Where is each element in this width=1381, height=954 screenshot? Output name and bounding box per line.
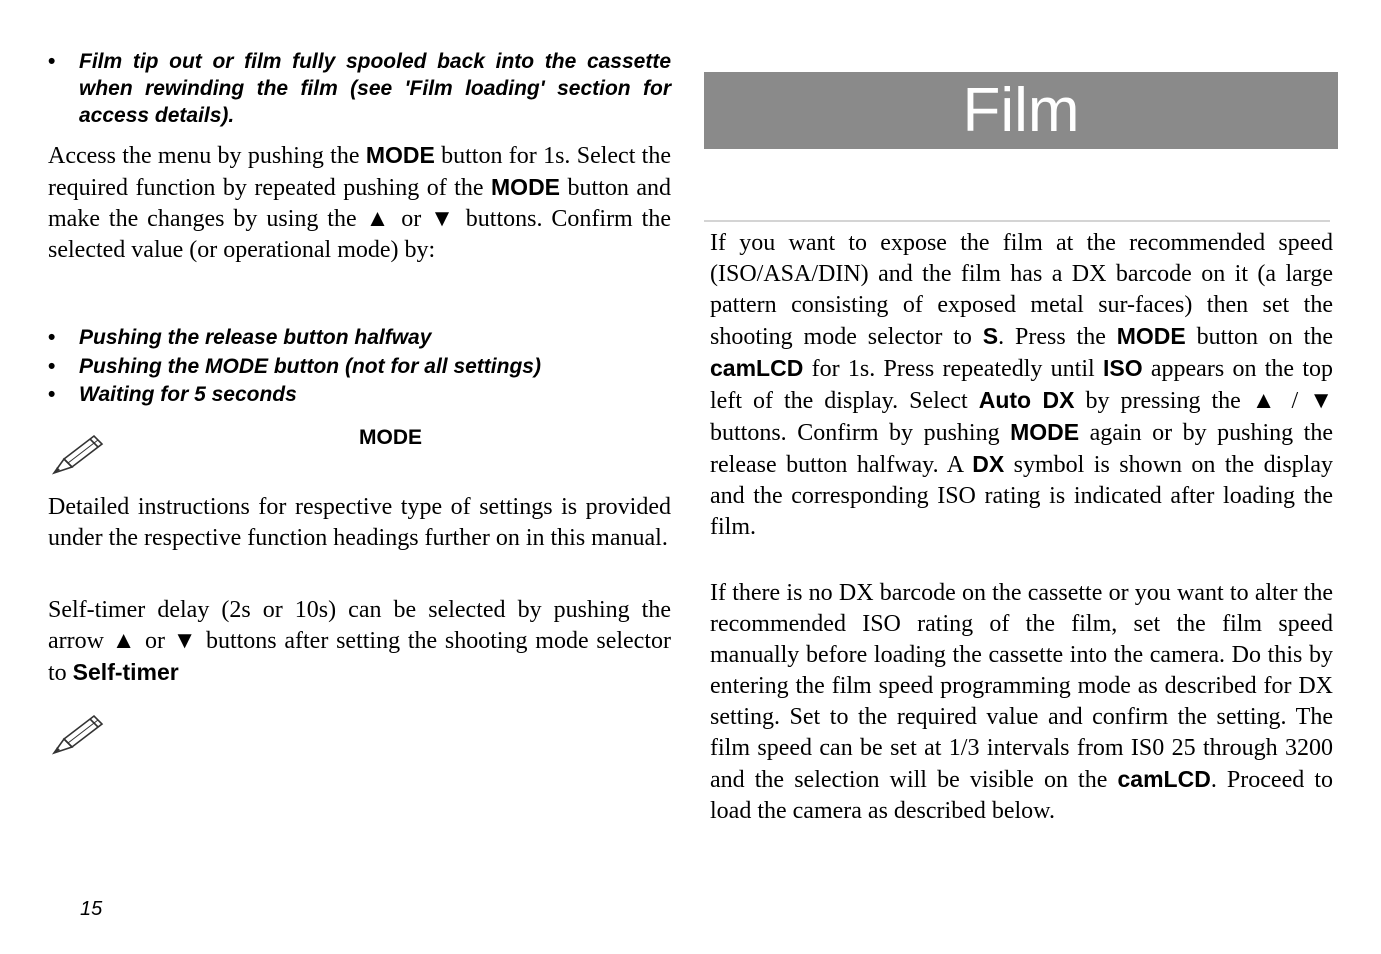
bullet-text: Waiting for 5 seconds [79, 383, 297, 406]
horizontal-divider [704, 220, 1330, 222]
mode-keyword: MODE [1010, 419, 1080, 445]
bullet-marker: • [48, 326, 56, 349]
mode-keyword: MODE [365, 142, 435, 168]
dx-setting-paragraph: If you want to expose the film at the recommended speed (ISO/ASA/DIN) and the film has a DX barcode on it (a large pattern consisting of exposed metal sur-faces) then set the shooting mode selector to S. Press the MODE button on the camLCD for 1s. Press repeatedly until ISO appears on the top left of the display. Select Auto DX by pressing the ▲ / ▼ buttons. Confirm by pushing MODE again or by pushing the release button halfway. A DX symbol is shown on the display and the corresponding ISO rating is indicated after loading the film. [710, 230, 1334, 540]
bullet-marker: • [48, 355, 56, 378]
menu-access-paragraph: Access the menu by pushing the MODE button for 1s. Select the required function by repeated pushing of the MODE button and make the changes by using the ▲ or ▼ buttons. Confirm the selected value (or operational mode) by: [48, 142, 671, 263]
note-mode-label: MODE [359, 426, 422, 449]
camlcd-keyword: camLCD [1117, 766, 1211, 792]
shooting-mode-keyword: S [982, 323, 999, 349]
dx-keyword: DX [972, 451, 1005, 477]
mode-keyword: MODE [491, 174, 561, 200]
mode-keyword: MODE [1116, 323, 1186, 349]
bullet-marker: • [48, 50, 56, 73]
bullet-marker: • [48, 383, 56, 406]
bullet-text: Pushing the release button halfway [79, 326, 432, 349]
bullet-text: Pushing the MODE button (not for all settings) [79, 355, 541, 378]
pencil-note-icon [50, 433, 104, 475]
manual-iso-paragraph: If there is no DX barcode on the cassette or you want to alter the recommended ISO rating of the film, set the film speed manually before loading the cassette into the camera. Do this by entering the film speed programming mode as described for DX setting. Set to the required value and confirm the setting. The film speed can be set at 1/3 intervals from IS0 25 through 3200 and the selection will be visible on the camLCD. Proceed to load the camera as described below. [710, 580, 1334, 824]
self-timer-keyword: Self-timer [72, 659, 179, 685]
pencil-note-icon [50, 713, 104, 755]
instructions-paragraph: Detailed instructions for respective type of settings is provided under the respective function headings further on in this manual. [48, 494, 671, 551]
page-number: 15 [80, 898, 103, 920]
auto-dx-keyword: Auto DX [978, 387, 1075, 413]
section-title-bar: Film [704, 72, 1338, 149]
iso-keyword: ISO [1102, 355, 1143, 381]
self-timer-paragraph: Self-timer delay (2s or 10s) can be selected by pushing the arrow ▲ or ▼ buttons after setting the shooting mode selector to Self-timer [48, 597, 671, 686]
camlcd-keyword: camLCD [710, 355, 804, 381]
bullet-text: Film tip out or film fully spooled back into the cassette when rewinding the film (see 'Film loading' section for access details). [79, 50, 671, 127]
